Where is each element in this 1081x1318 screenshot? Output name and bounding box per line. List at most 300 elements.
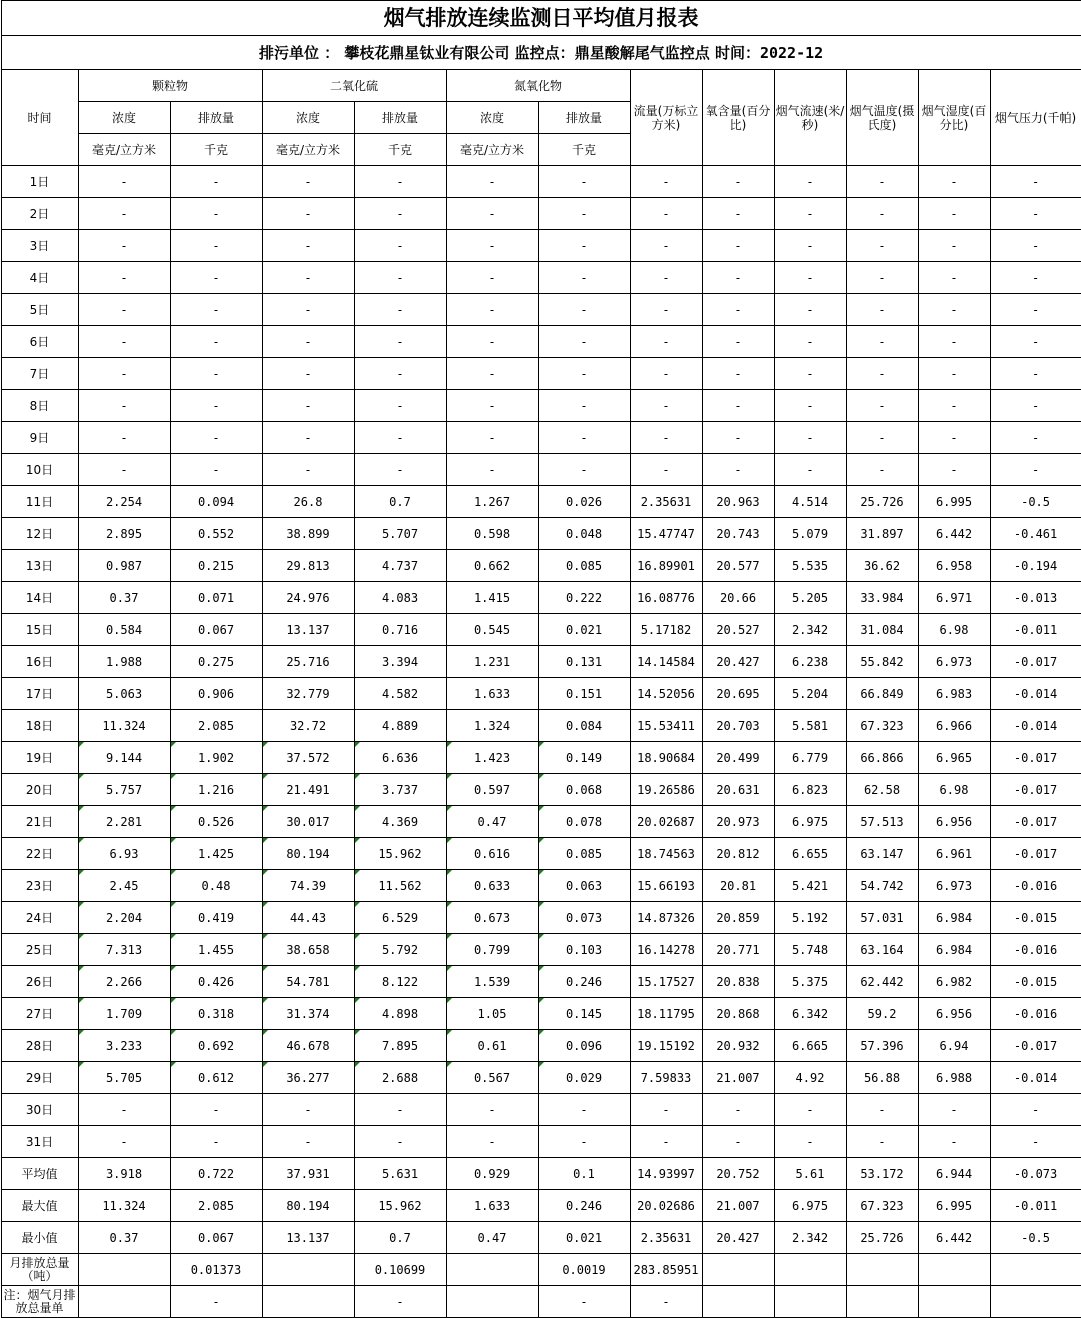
cell-particulate-conc: 11.324: [78, 710, 170, 742]
cell-particulate-conc: -: [78, 294, 170, 326]
cell-nox-conc: [446, 1254, 538, 1286]
row-label: 31日: [1, 1126, 78, 1158]
cell-nox-conc: 0.673: [446, 902, 538, 934]
cell-particulate-emission: -: [170, 454, 262, 486]
cell-temperature: -: [846, 390, 918, 422]
cell-pressure: -0.016: [990, 998, 1081, 1030]
cell-humidity: [918, 1286, 990, 1318]
cell-particulate-emission: 0.419: [170, 902, 262, 934]
cell-oxygen: -: [702, 326, 774, 358]
cell-so2-conc: 26.8: [262, 486, 354, 518]
cell-nox-emission: 0.026: [538, 486, 630, 518]
cell-nox-emission: 0.068: [538, 774, 630, 806]
cell-nox-conc: 1.231: [446, 646, 538, 678]
cell-so2-conc: 37.931: [262, 1158, 354, 1190]
cell-humidity: -: [918, 422, 990, 454]
cell-temperature: -: [846, 1126, 918, 1158]
cell-so2-conc: [262, 1286, 354, 1318]
cell-particulate-emission: 0.722: [170, 1158, 262, 1190]
cell-pressure: -: [990, 358, 1081, 390]
cell-pressure: [990, 1254, 1081, 1286]
cell-nox-emission: -: [538, 1286, 630, 1318]
cell-velocity: 5.748: [774, 934, 846, 966]
cell-oxygen: 20.932: [702, 1030, 774, 1062]
cell-oxygen: -: [702, 294, 774, 326]
cell-so2-emission: 6.529: [354, 902, 446, 934]
cell-flow: 15.47747: [630, 518, 702, 550]
cell-nox-conc: 1.05: [446, 998, 538, 1030]
cell-particulate-emission: 0.215: [170, 550, 262, 582]
row-label: 5日: [1, 294, 78, 326]
cell-nox-emission: 0.145: [538, 998, 630, 1030]
cell-nox-conc: 0.662: [446, 550, 538, 582]
cell-particulate-conc: 1.988: [78, 646, 170, 678]
cell-oxygen: -: [702, 390, 774, 422]
unit-nox-emission: 千克: [538, 134, 630, 166]
cell-nox-conc: 0.47: [446, 806, 538, 838]
cell-oxygen: 20.499: [702, 742, 774, 774]
cell-pressure: -0.013: [990, 582, 1081, 614]
cell-so2-emission: 5.707: [354, 518, 446, 550]
cell-particulate-emission: -: [170, 326, 262, 358]
cell-oxygen: 20.527: [702, 614, 774, 646]
cell-velocity: -: [774, 262, 846, 294]
row-label: 12日: [1, 518, 78, 550]
cell-temperature: 67.323: [846, 710, 918, 742]
cell-particulate-conc: 2.281: [78, 806, 170, 838]
row-label: 13日: [1, 550, 78, 582]
header-time: 时间: [1, 70, 78, 166]
cell-so2-emission: 6.636: [354, 742, 446, 774]
cell-so2-conc: 80.194: [262, 838, 354, 870]
cell-humidity: 6.988: [918, 1062, 990, 1094]
cell-humidity: 6.956: [918, 806, 990, 838]
cell-nox-emission: 0.021: [538, 614, 630, 646]
row-label: 2日: [1, 198, 78, 230]
cell-particulate-emission: 1.216: [170, 774, 262, 806]
cell-particulate-emission: 0.906: [170, 678, 262, 710]
cell-flow: 19.15192: [630, 1030, 702, 1062]
header-velocity: 烟气流速(米/秒): [774, 70, 846, 166]
cell-particulate-emission: 1.455: [170, 934, 262, 966]
cell-particulate-conc: 9.144: [78, 742, 170, 774]
cell-temperature: 53.172: [846, 1158, 918, 1190]
cell-particulate-conc: -: [78, 358, 170, 390]
cell-velocity: 6.238: [774, 646, 846, 678]
cell-nox-emission: 0.246: [538, 966, 630, 998]
cell-nox-conc: 0.633: [446, 870, 538, 902]
cell-particulate-conc: -: [78, 1126, 170, 1158]
cell-pressure: -: [990, 230, 1081, 262]
cell-humidity: -: [918, 358, 990, 390]
cell-velocity: -: [774, 454, 846, 486]
cell-so2-emission: 15.962: [354, 838, 446, 870]
table-row: [1, 550, 1081, 582]
cell-velocity: 5.375: [774, 966, 846, 998]
cell-temperature: [846, 1286, 918, 1318]
cell-nox-conc: 1.415: [446, 582, 538, 614]
row-label: 最小值: [1, 1222, 78, 1254]
cell-particulate-emission: -: [170, 262, 262, 294]
row-label: 17日: [1, 678, 78, 710]
report-info: [1, 36, 1081, 70]
cell-nox-emission: 0.0019: [538, 1254, 630, 1286]
cell-pressure: -0.014: [990, 678, 1081, 710]
cell-particulate-conc: -: [78, 166, 170, 198]
cell-oxygen: [702, 1286, 774, 1318]
cell-particulate-emission: 0.48: [170, 870, 262, 902]
cell-oxygen: 20.427: [702, 646, 774, 678]
cell-so2-emission: 4.369: [354, 806, 446, 838]
cell-humidity: -: [918, 294, 990, 326]
unit-particulate-emission: 千克: [170, 134, 262, 166]
table-row: [1, 294, 1081, 326]
cell-humidity: -: [918, 166, 990, 198]
cell-velocity: 5.61: [774, 1158, 846, 1190]
cell-so2-conc: 32.72: [262, 710, 354, 742]
cell-nox-conc: -: [446, 166, 538, 198]
cell-flow: 15.53411: [630, 710, 702, 742]
cell-nox-emission: 0.149: [538, 742, 630, 774]
cell-nox-emission: -: [538, 1094, 630, 1126]
cell-so2-emission: -: [354, 1094, 446, 1126]
cell-humidity: -: [918, 1094, 990, 1126]
header-flow: 流量(万标立方米): [630, 70, 702, 166]
table-row: [1, 518, 1081, 550]
cell-particulate-conc: 2.895: [78, 518, 170, 550]
cell-so2-emission: 11.562: [354, 870, 446, 902]
cell-nox-emission: 0.021: [538, 1222, 630, 1254]
cell-so2-conc: 25.716: [262, 646, 354, 678]
cell-flow: -: [630, 454, 702, 486]
cell-particulate-conc: 11.324: [78, 1190, 170, 1222]
cell-humidity: -: [918, 198, 990, 230]
cell-so2-conc: -: [262, 422, 354, 454]
table-row: [1, 614, 1081, 646]
cell-pressure: -0.073: [990, 1158, 1081, 1190]
cell-so2-emission: -: [354, 454, 446, 486]
cell-pressure: -0.015: [990, 966, 1081, 998]
cell-flow: 16.14278: [630, 934, 702, 966]
cell-so2-emission: 0.10699: [354, 1254, 446, 1286]
cell-flow: 15.17527: [630, 966, 702, 998]
cell-particulate-conc: 2.254: [78, 486, 170, 518]
cell-so2-conc: 32.779: [262, 678, 354, 710]
cell-humidity: 6.995: [918, 1190, 990, 1222]
cell-temperature: 33.984: [846, 582, 918, 614]
cell-so2-conc: 37.572: [262, 742, 354, 774]
cell-particulate-conc: -: [78, 390, 170, 422]
row-label: 23日: [1, 870, 78, 902]
cell-particulate-conc: -: [78, 198, 170, 230]
cell-so2-conc: 38.658: [262, 934, 354, 966]
cell-particulate-emission: -: [170, 230, 262, 262]
table-row: [1, 358, 1081, 390]
cell-particulate-conc: 0.37: [78, 1222, 170, 1254]
cell-temperature: -: [846, 422, 918, 454]
cell-oxygen: 20.771: [702, 934, 774, 966]
cell-flow: -: [630, 262, 702, 294]
row-label: 7日: [1, 358, 78, 390]
cell-humidity: 6.971: [918, 582, 990, 614]
cell-humidity: 6.94: [918, 1030, 990, 1062]
cell-particulate-emission: 0.067: [170, 614, 262, 646]
cell-velocity: -: [774, 358, 846, 390]
cell-so2-emission: 4.737: [354, 550, 446, 582]
cell-oxygen: 20.427: [702, 1222, 774, 1254]
unit-so2-emission: 千克: [354, 134, 446, 166]
cell-nox-emission: 0.096: [538, 1030, 630, 1062]
cell-so2-conc: -: [262, 358, 354, 390]
cell-so2-conc: 46.678: [262, 1030, 354, 1062]
cell-flow: 14.87326: [630, 902, 702, 934]
cell-temperature: -: [846, 198, 918, 230]
cell-nox-conc: 1.539: [446, 966, 538, 998]
cell-flow: 5.17182: [630, 614, 702, 646]
cell-nox-conc: 0.47: [446, 1222, 538, 1254]
header-pressure: 烟气压力(千帕): [990, 70, 1081, 166]
cell-temperature: 62.58: [846, 774, 918, 806]
cell-pressure: -0.015: [990, 902, 1081, 934]
table-row: [1, 198, 1081, 230]
cell-velocity: 5.421: [774, 870, 846, 902]
cell-nox-conc: -: [446, 262, 538, 294]
cell-temperature: 36.62: [846, 550, 918, 582]
cell-velocity: 2.342: [774, 1222, 846, 1254]
cell-so2-conc: 54.781: [262, 966, 354, 998]
cell-pressure: -0.016: [990, 870, 1081, 902]
cell-temperature: 25.726: [846, 486, 918, 518]
cell-particulate-conc: 0.37: [78, 582, 170, 614]
cell-humidity: 6.442: [918, 518, 990, 550]
header-nox: 氮氧化物: [446, 70, 630, 102]
cell-oxygen: 20.577: [702, 550, 774, 582]
cell-oxygen: 20.81: [702, 870, 774, 902]
cell-particulate-conc: 2.266: [78, 966, 170, 998]
row-label: 18日: [1, 710, 78, 742]
cell-temperature: -: [846, 166, 918, 198]
cell-nox-emission: -: [538, 358, 630, 390]
cell-oxygen: 20.868: [702, 998, 774, 1030]
cell-nox-conc: 0.545: [446, 614, 538, 646]
cell-pressure: -0.017: [990, 1030, 1081, 1062]
cell-humidity: 6.984: [918, 934, 990, 966]
table-row: [1, 454, 1081, 486]
row-label: 30日: [1, 1094, 78, 1126]
cell-so2-emission: 0.7: [354, 1222, 446, 1254]
table-row: [1, 742, 1081, 774]
report-title: 烟气排放连续监测日平均值月报表: [1, 1, 1081, 36]
cell-particulate-emission: 0.526: [170, 806, 262, 838]
cell-temperature: 63.164: [846, 934, 918, 966]
header-nox-emission: 排放量: [538, 102, 630, 134]
monitor-point-name: 鼎星酸解尾气监控点: [575, 44, 710, 62]
cell-flow: -: [630, 230, 702, 262]
cell-so2-conc: 74.39: [262, 870, 354, 902]
cell-pressure: [990, 1286, 1081, 1318]
cell-oxygen: -: [702, 198, 774, 230]
table-row: [1, 422, 1081, 454]
cell-flow: 2.35631: [630, 1222, 702, 1254]
cell-humidity: 6.442: [918, 1222, 990, 1254]
cell-humidity: -: [918, 262, 990, 294]
cell-oxygen: 20.703: [702, 710, 774, 742]
cell-temperature: 62.442: [846, 966, 918, 998]
row-label: 16日: [1, 646, 78, 678]
table-row: [1, 230, 1081, 262]
cell-temperature: 59.2: [846, 998, 918, 1030]
row-label: 8日: [1, 390, 78, 422]
cell-so2-emission: -: [354, 358, 446, 390]
cell-flow: 20.02686: [630, 1190, 702, 1222]
monthly-total-row: [1, 1254, 1081, 1286]
cell-nox-conc: [446, 1286, 538, 1318]
cell-particulate-emission: 0.318: [170, 998, 262, 1030]
table-row: [1, 646, 1081, 678]
table-row: [1, 934, 1081, 966]
unit-particulate-conc: 毫克/立方米: [78, 134, 170, 166]
row-label: 24日: [1, 902, 78, 934]
cell-temperature: 55.842: [846, 646, 918, 678]
header-oxygen: 氧含量(百分比): [702, 70, 774, 166]
cell-humidity: 6.98: [918, 774, 990, 806]
cell-velocity: -: [774, 166, 846, 198]
cell-temperature: 25.726: [846, 1222, 918, 1254]
cell-velocity: -: [774, 230, 846, 262]
cell-oxygen: -: [702, 166, 774, 198]
cell-particulate-emission: 2.085: [170, 710, 262, 742]
cell-humidity: 6.973: [918, 870, 990, 902]
cell-so2-emission: 0.716: [354, 614, 446, 646]
cell-so2-conc: -: [262, 198, 354, 230]
cell-flow: -: [630, 198, 702, 230]
cell-particulate-emission: -: [170, 1286, 262, 1318]
cell-pressure: -: [990, 454, 1081, 486]
cell-temperature: -: [846, 326, 918, 358]
cell-so2-conc: 44.43: [262, 902, 354, 934]
cell-pressure: -: [990, 1094, 1081, 1126]
cell-velocity: 6.975: [774, 806, 846, 838]
cell-so2-emission: -: [354, 294, 446, 326]
cell-particulate-emission: 0.01373: [170, 1254, 262, 1286]
unit-label: 排污单位 ：: [259, 44, 339, 62]
cell-particulate-conc: 3.918: [78, 1158, 170, 1190]
table-row: [1, 870, 1081, 902]
cell-nox-emission: 0.063: [538, 870, 630, 902]
cell-oxygen: 20.743: [702, 518, 774, 550]
cell-so2-conc: 31.374: [262, 998, 354, 1030]
cell-velocity: 5.204: [774, 678, 846, 710]
cell-oxygen: 20.695: [702, 678, 774, 710]
cell-oxygen: -: [702, 262, 774, 294]
header-particulate-conc: 浓度: [78, 102, 170, 134]
cell-particulate-conc: -: [78, 454, 170, 486]
cell-velocity: 6.779: [774, 742, 846, 774]
cell-temperature: -: [846, 230, 918, 262]
cell-velocity: 6.823: [774, 774, 846, 806]
header-so2: 二氧化硫: [262, 70, 446, 102]
cell-pressure: -0.016: [990, 934, 1081, 966]
cell-humidity: -: [918, 390, 990, 422]
cell-oxygen: 20.963: [702, 486, 774, 518]
cell-particulate-conc: -: [78, 230, 170, 262]
cell-velocity: 5.205: [774, 582, 846, 614]
cell-pressure: -: [990, 262, 1081, 294]
cell-so2-conc: 24.976: [262, 582, 354, 614]
cell-velocity: -: [774, 1094, 846, 1126]
cell-particulate-emission: 0.071: [170, 582, 262, 614]
row-label: 6日: [1, 326, 78, 358]
table-row: [1, 1222, 1081, 1254]
row-label: 9日: [1, 422, 78, 454]
cell-nox-emission: -: [538, 390, 630, 422]
table-row: [1, 326, 1081, 358]
row-label: 11日: [1, 486, 78, 518]
table-row: [1, 1030, 1081, 1062]
cell-pressure: -0.017: [990, 742, 1081, 774]
cell-flow: -: [630, 294, 702, 326]
cell-pressure: -0.017: [990, 646, 1081, 678]
cell-particulate-emission: -: [170, 1094, 262, 1126]
cell-flow: 20.02687: [630, 806, 702, 838]
table-row: [1, 838, 1081, 870]
cell-so2-emission: 4.083: [354, 582, 446, 614]
cell-so2-emission: 4.898: [354, 998, 446, 1030]
cell-humidity: 6.961: [918, 838, 990, 870]
header-temperature: 烟气温度(摄氏度): [846, 70, 918, 166]
cell-nox-emission: -: [538, 294, 630, 326]
cell-flow: -: [630, 166, 702, 198]
table-row: [1, 966, 1081, 998]
cell-so2-conc: 38.899: [262, 518, 354, 550]
cell-nox-conc: -: [446, 1094, 538, 1126]
cell-so2-emission: 4.582: [354, 678, 446, 710]
cell-nox-emission: -: [538, 230, 630, 262]
row-label: 平均值: [1, 1158, 78, 1190]
cell-particulate-emission: -: [170, 358, 262, 390]
cell-so2-conc: -: [262, 1126, 354, 1158]
cell-oxygen: 20.66: [702, 582, 774, 614]
cell-particulate-emission: -: [170, 294, 262, 326]
cell-pressure: -0.5: [990, 1222, 1081, 1254]
cell-humidity: 6.966: [918, 710, 990, 742]
cell-nox-emission: 0.222: [538, 582, 630, 614]
cell-so2-emission: 3.394: [354, 646, 446, 678]
cell-so2-conc: [262, 1254, 354, 1286]
cell-so2-emission: 8.122: [354, 966, 446, 998]
header-particulate: 颗粒物: [78, 70, 262, 102]
cell-so2-emission: 3.737: [354, 774, 446, 806]
header-humidity: 烟气湿度(百分比): [918, 70, 990, 166]
cell-pressure: -0.017: [990, 838, 1081, 870]
row-label: 28日: [1, 1030, 78, 1062]
row-label: 22日: [1, 838, 78, 870]
cell-pressure: -0.017: [990, 774, 1081, 806]
cell-velocity: -: [774, 326, 846, 358]
cell-particulate-emission: -: [170, 390, 262, 422]
cell-so2-conc: 30.017: [262, 806, 354, 838]
cell-so2-emission: 7.895: [354, 1030, 446, 1062]
cell-temperature: -: [846, 262, 918, 294]
cell-pressure: -: [990, 326, 1081, 358]
table-row: [1, 1126, 1081, 1158]
cell-flow: 16.89901: [630, 550, 702, 582]
cell-humidity: 6.98: [918, 614, 990, 646]
row-label: 10日: [1, 454, 78, 486]
cell-flow: -: [630, 1126, 702, 1158]
cell-particulate-conc: -: [78, 1094, 170, 1126]
cell-nox-emission: 0.1: [538, 1158, 630, 1190]
